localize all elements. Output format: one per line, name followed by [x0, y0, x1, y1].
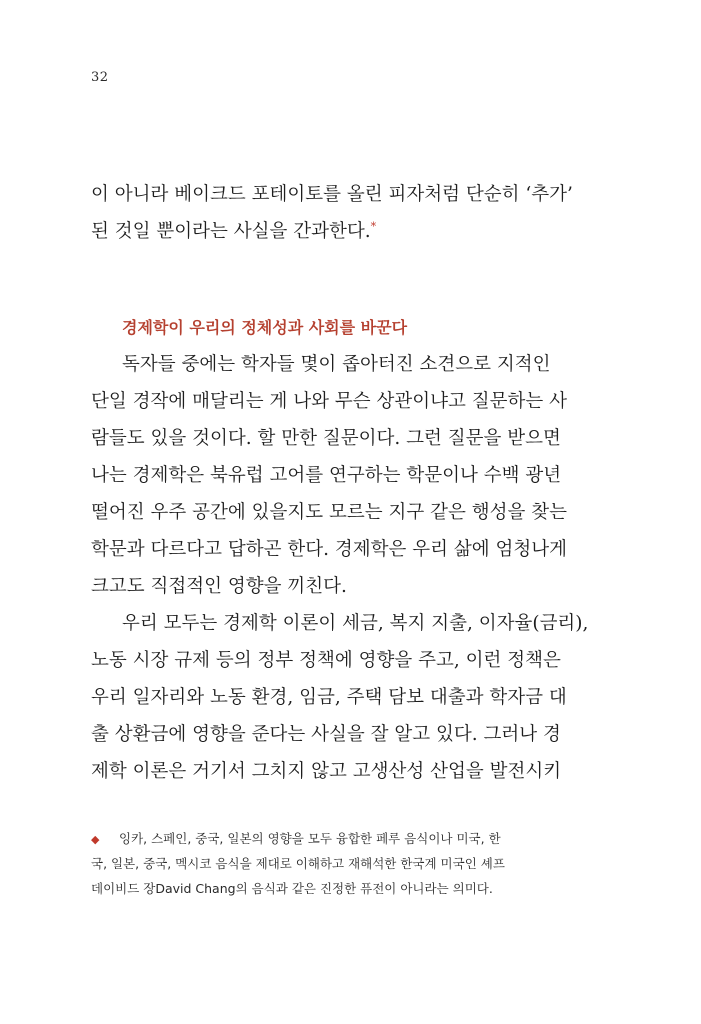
body-line: 우리 일자리와 노동 환경, 임금, 주택 담보 대출과 학자금 대: [91, 687, 567, 708]
body-line: 노동 시장 규제 등의 정부 정책에 영향을 주고, 이런 정책은: [91, 650, 561, 671]
body-line-text: 된 것일 뿐이라는 사실을 간과한다.: [91, 221, 371, 242]
body-line: 이 아니라 베이크드 포테이토를 올린 피자처럼 단순히 ‘추가’: [91, 184, 573, 205]
body-line: 나는 경제학은 북유럽 고어를 연구하는 학문이나 수백 광년: [91, 465, 562, 486]
body-line: 제학 이론은 거기서 그치지 않고 고생산성 산업을 발전시키: [91, 761, 562, 782]
body-line: [91, 219, 376, 245]
footnote-line: [91, 829, 501, 850]
body-line: 크고도 직접적인 영향을 끼친다.: [91, 576, 347, 597]
body-line: 학문과 다르다고 답하곤 한다. 경제학은 우리 삶에 엄청나게: [91, 539, 567, 560]
body-line: 출 상환금에 영향을 준다는 사실을 잘 알고 있다. 그러나 경: [91, 724, 561, 745]
section-heading: 경제학이 우리의 정체성과 사회를 바꾼다: [122, 318, 408, 337]
footnote-reference[interactable]: *: [370, 219, 377, 233]
footnote-line-text: 잉카, 스페인, 중국, 일본의 영향을 모두 융합한 페루 음식이나 미국, 한: [119, 831, 501, 846]
body-line: 람들도 있을 것이다. 할 만한 질문이다. 그런 질문을 받으면: [91, 428, 561, 449]
body-line: 단일 경작에 매달리는 게 나와 무슨 상관이냐고 질문하는 사: [91, 391, 567, 412]
footnote-marker-icon: ◆: [91, 833, 100, 846]
footnote-line: 국, 일본, 중국, 멕시코 음식을 제대로 이해하고 재해석한 한국계 미국인 셰프: [91, 856, 505, 871]
page-number: 32: [91, 70, 109, 85]
body-line: 떨어진 우주 공간에 있을지도 모르는 지구 같은 행성을 찾는: [91, 502, 567, 523]
body-line: 독자들 중에는 학자들 몇이 좁아터진 소견으로 지적인: [122, 354, 551, 375]
body-line: 우리 모두는 경제학 이론이 세금, 복지 지출, 이자율(금리),: [122, 613, 589, 634]
footnote-line: 데이비드 장David Chang의 음식과 같은 진정한 퓨전이 아니라는 의미다.: [91, 881, 493, 896]
